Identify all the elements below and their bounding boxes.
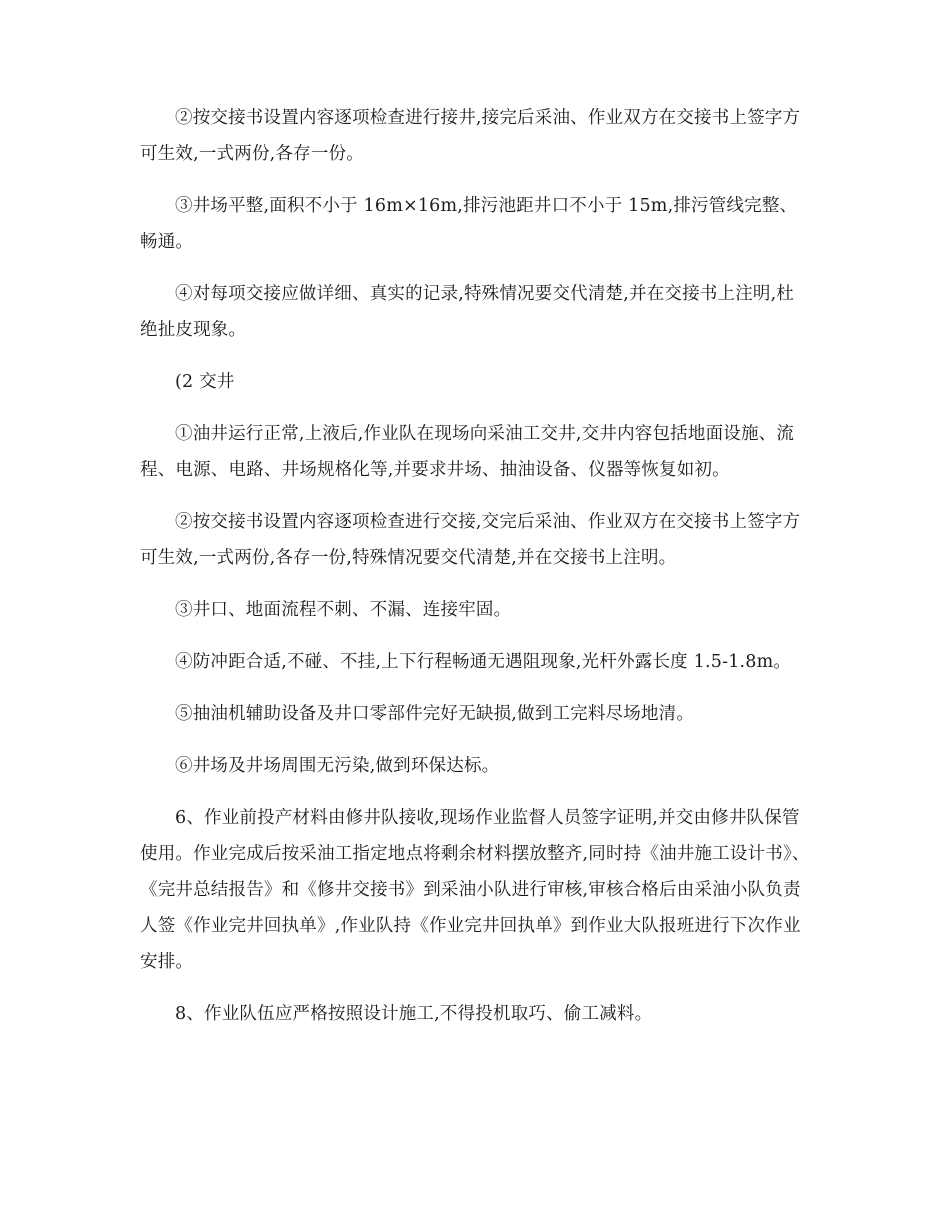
paragraph-construction-design: 8、作业队伍应严格按照设计施工,不得投机取巧、偷工减料。 xyxy=(175,1004,653,1024)
paragraph-handover-items: ②按交接书设置内容逐项检查进行交接,交完后采油、作业双方在交接书上签字方可生效,一式两份,各存一份,特殊情况要交代清楚,并在交接书上注明。 xyxy=(140,512,801,568)
paragraph-handover-check: ②按交接书设置内容逐项检查进行接井,接完后采油、作业双方在交接书上签字方可生效,一式两份,各存一份。 xyxy=(140,108,801,164)
paragraph-well-operation: ①油井运行正常,上液后,作业队在现场向采油工交井,交井内容包括地面设施、流程、电源、电路、井场规格化等,并要求井场、抽油设备、仪器等恢复如初。 xyxy=(140,424,795,480)
paragraph-anti-collision: ④防冲距合适,不碰、不挂,上下行程畅通无遇阻现象,光杆外露长度 1.5-1.8m。 xyxy=(175,652,792,672)
paragraph-no-pollution: ⑥井场及井场周围无污染,做到环保达标。 xyxy=(175,756,500,776)
paragraph-materials: 6、作业前投产材料由修井队接收,现场作业监督人员签字证明,并交由修井队保管使用。作业完成后按采油工指定地点将剩余材料摆放整齐,同时持《油井施工设计书》、《完井总结报告》和《修井交接书》到采油小队进行审核,审核合格后由采油小队负责人签《作业完井回执单》,作业队持《作业完井回执单》到作业大队报班进行下次作业安排。 xyxy=(140,808,810,972)
document-page xyxy=(140,100,810,1048)
paragraph-auxiliary-equipment: ⑤抽油机辅助设备及井口零部件完好无缺损,做到工完料尽场地清。 xyxy=(175,704,695,724)
paragraph-wellsite-level: ③井场平整,面积不小于 16m×16m,排污池距井口不小于 15m,排污管线完整、畅通。 xyxy=(140,196,798,252)
paragraph-records: ④对每项交接应做详细、真实的记录,特殊情况要交代清楚,并在交接书上注明,杜绝扯皮现象。 xyxy=(140,284,795,340)
section-heading-handover: (2 交井 xyxy=(175,372,235,392)
paragraph-wellhead-flow: ③井口、地面流程不刺、不漏、连接牢固。 xyxy=(175,600,512,620)
